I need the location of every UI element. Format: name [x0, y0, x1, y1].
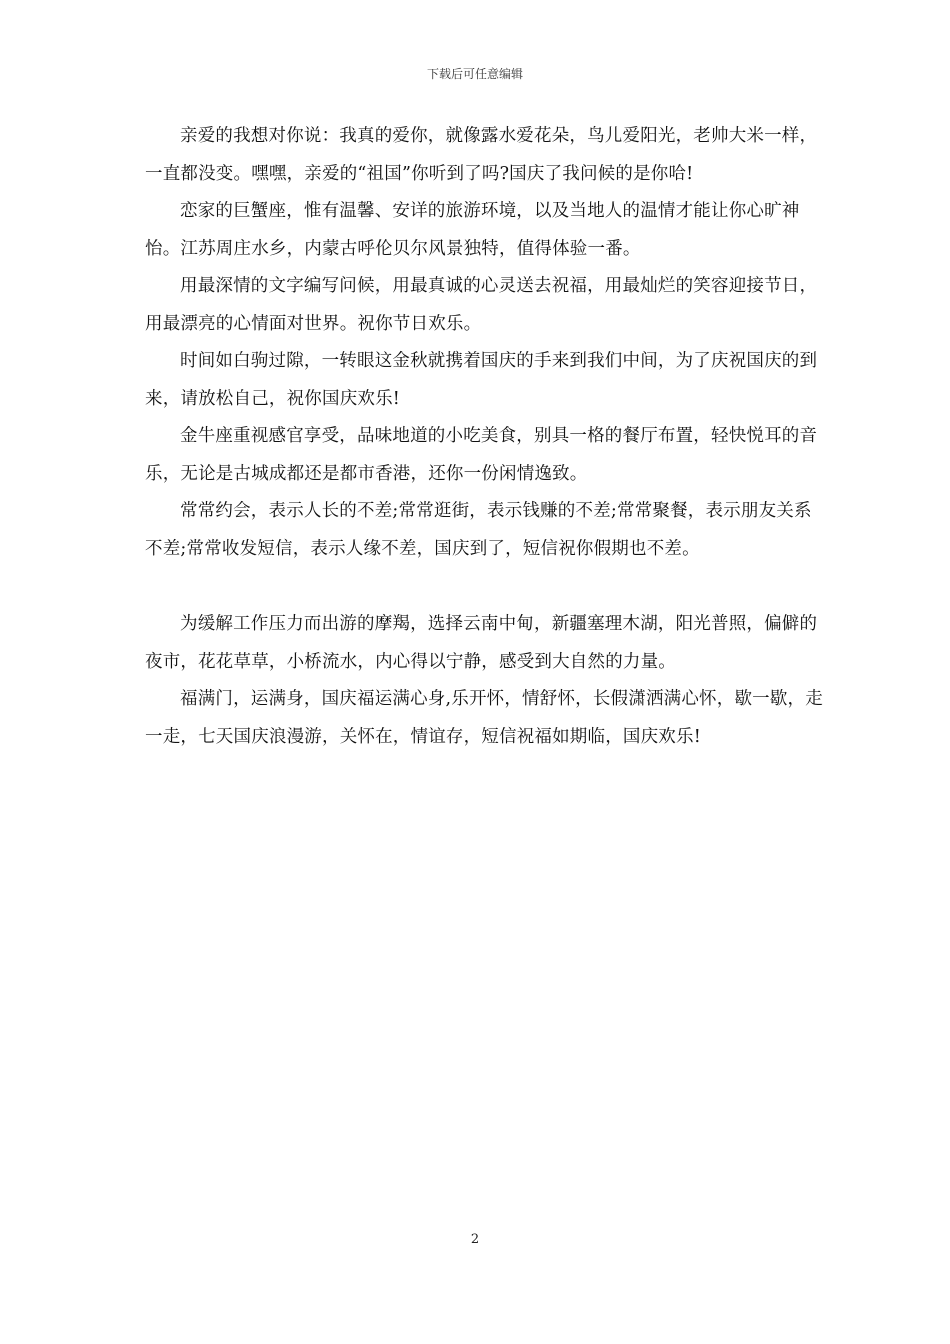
- page-number: 2: [470, 1232, 480, 1247]
- paragraph: 为缓解工作压力而出游的摩羯，选择云南中甸，新疆塞理木湖，阳光普照，偏僻的夜市，花花草草，小桥流水，内心得以宁静，感受到大自然的力量。: [145, 614, 818, 672]
- page-header: 下载后可任意编辑: [426, 67, 523, 81]
- paragraph: 福满门，运满身，国庆福运满心身,乐开怀，情舒怀，长假潇洒满心怀，歇一歇，走一走，七天国庆浪漫游，关怀在，情谊存，短信祝福如期临，国庆欢乐!: [145, 689, 823, 747]
- paragraph: 用最深情的文字编写问候，用最真诚的心灵送去祝福，用最灿烂的笑容迎接节日，用最漂亮的心情面对世界。祝你节日欢乐。: [145, 276, 818, 334]
- paragraph: 常常约会，表示人长的不差;常常逛街，表示钱赚的不差;常常聚餐，表示朋友关系不差;常常收发短信，表示人缘不差，国庆到了，短信祝你假期也不差。: [145, 501, 812, 559]
- paragraph: 恋家的巨蟹座，惟有温馨、安详的旅游环境，以及当地人的温情才能让你心旷神怡。江苏周庄水乡，内蒙古呼伦贝尔风景独特，值得体验一番。: [145, 201, 800, 259]
- paragraph: 亲爱的我想对你说：我真的爱你，就像露水爱花朵，鸟儿爱阳光，老帅大米一样，一直都没变。嘿嘿，亲爱的“祖国”你听到了吗?国庆了我问候的是你哈!: [145, 126, 818, 184]
- document-body: [145, 118, 825, 756]
- paragraph: 时间如白驹过隙，一转眼这金秋就携着国庆的手来到我们中间，为了庆祝国庆的到来，请放松自己，祝你国庆欢乐!: [145, 351, 818, 409]
- paragraph: 金牛座重视感官享受，品味地道的小吃美食，别具一格的餐厅布置，轻快悦耳的音乐，无论是古城成都还是都市香港，还你一份闲情逸致。: [145, 426, 818, 484]
